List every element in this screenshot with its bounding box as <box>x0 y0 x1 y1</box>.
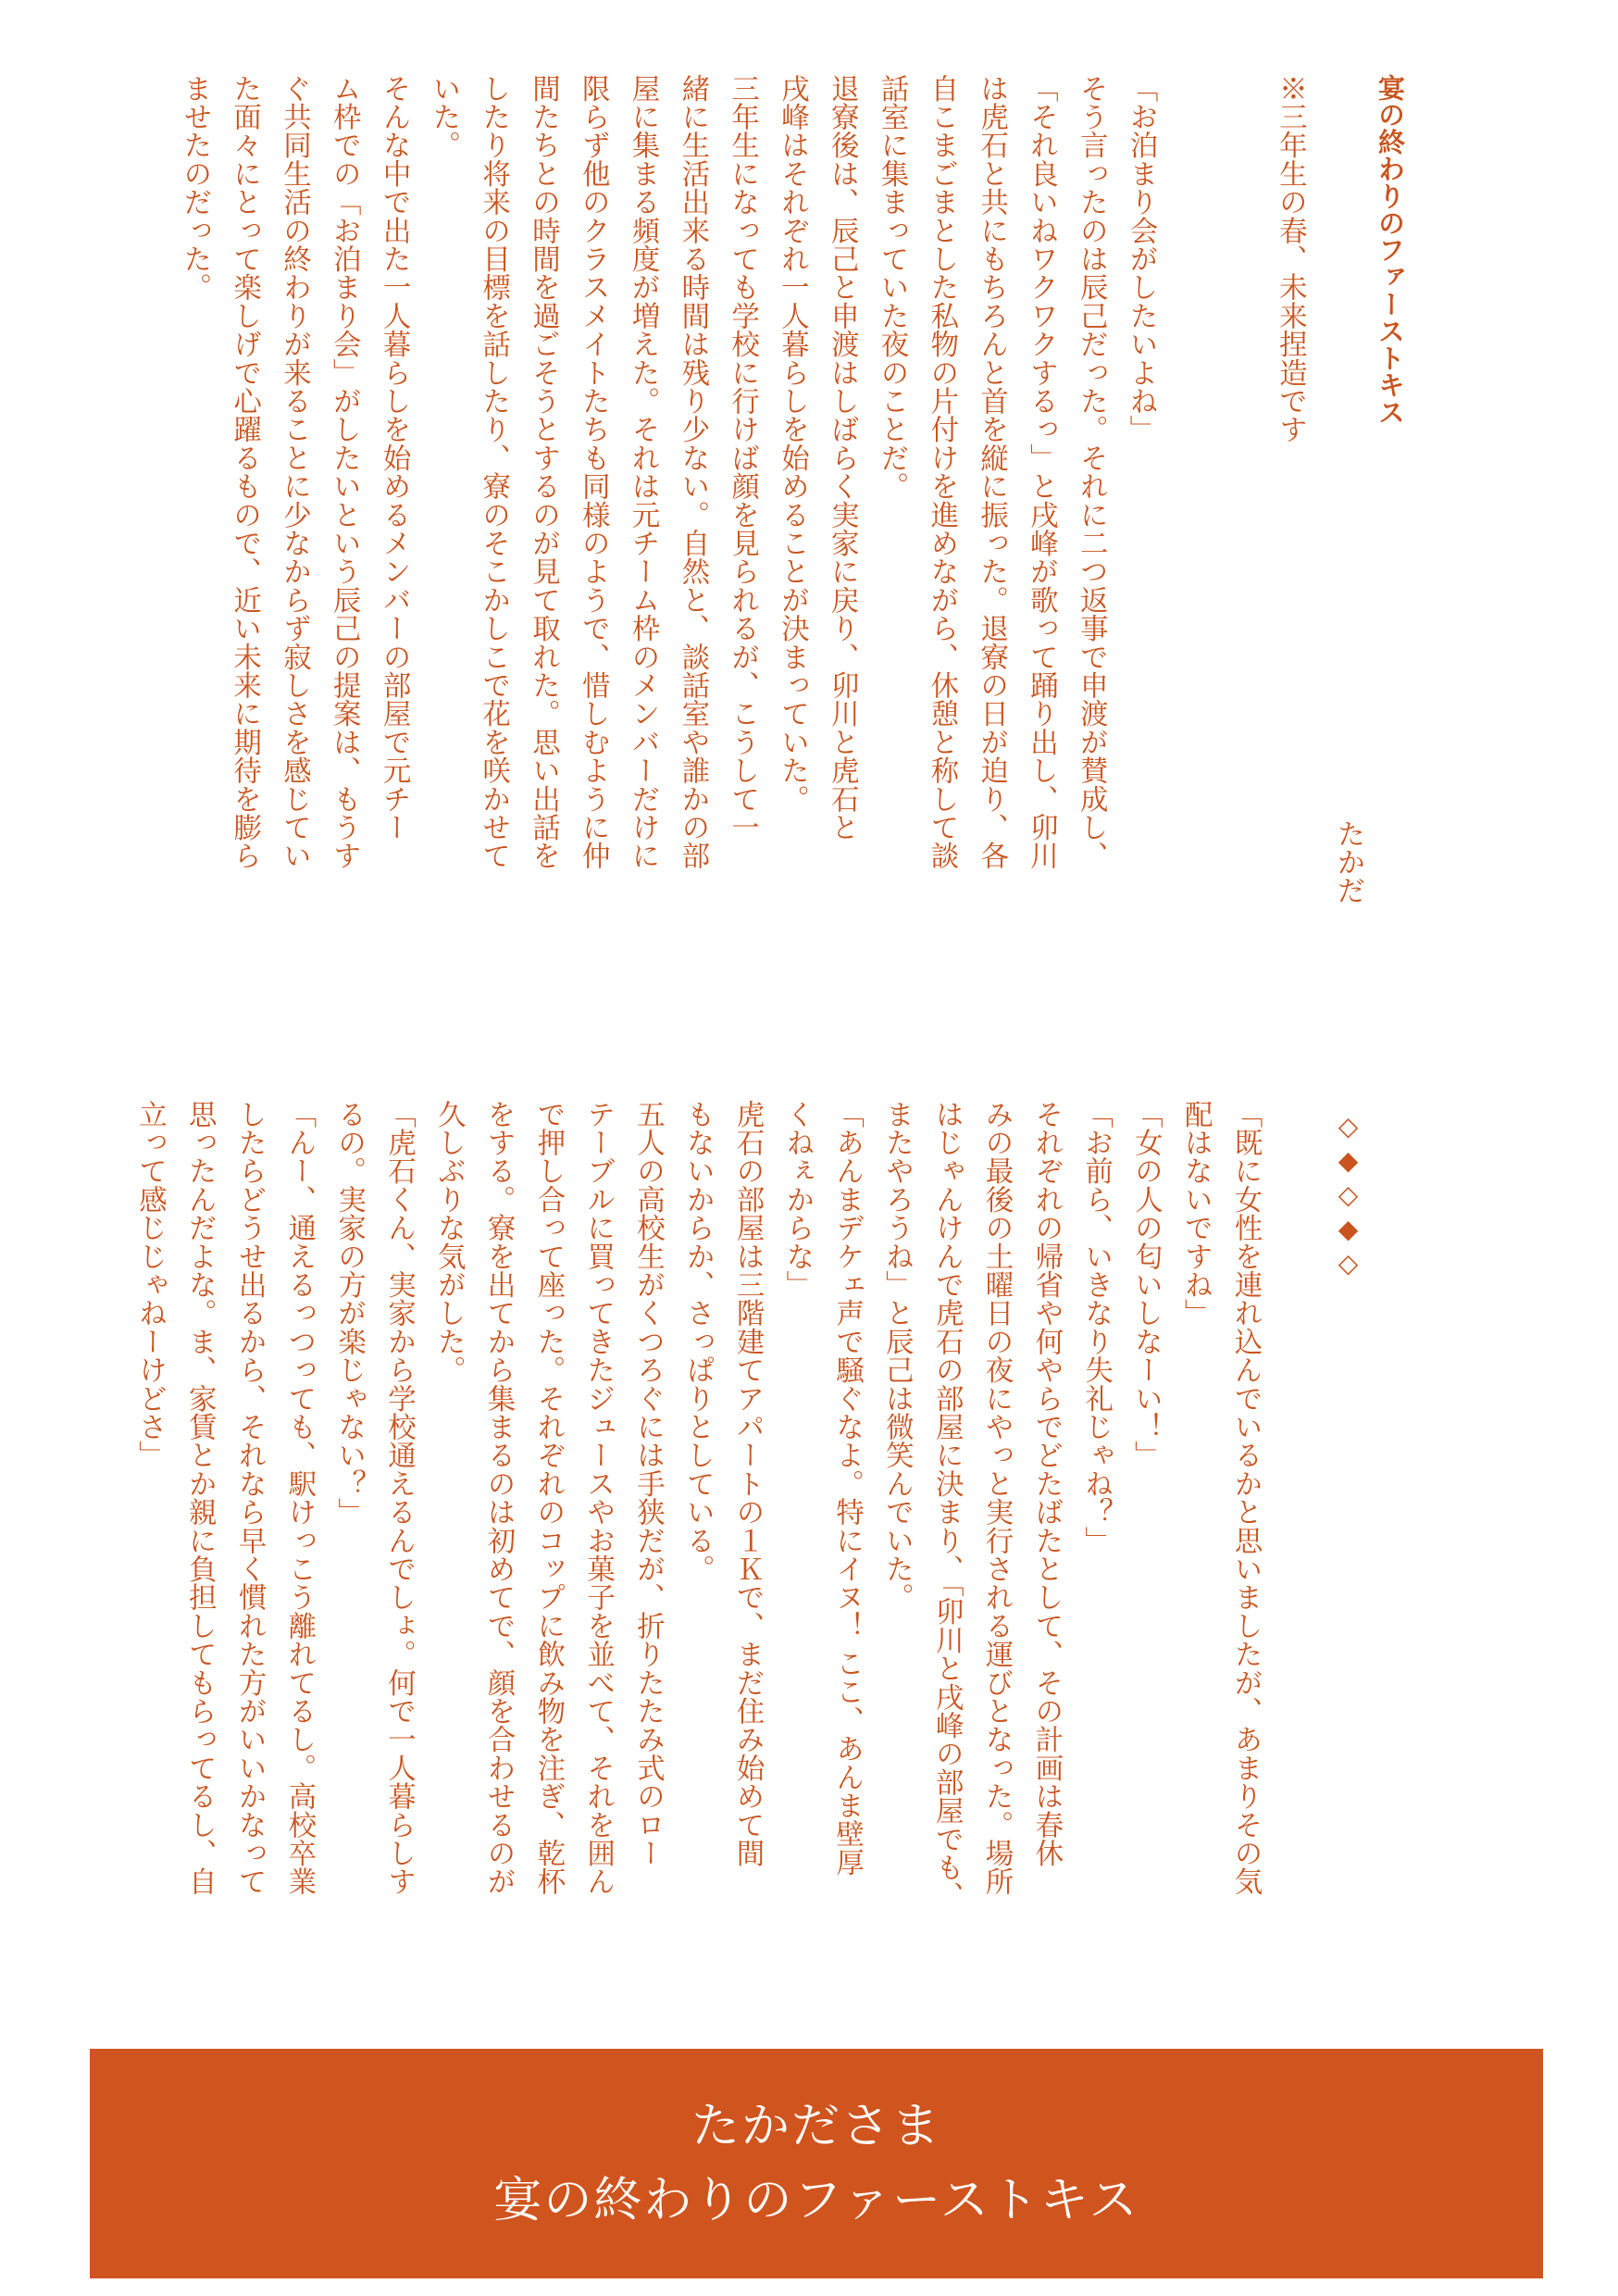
text-line: 「既に女性を連れ込んでいるかと思いましたが、あまりその気 <box>1229 1100 1262 1896</box>
footer-author: たかださま <box>691 2099 941 2154</box>
text-line: 自こまごまとした私物の片付けを進めながら、休憩と称して談 <box>925 74 958 870</box>
text-line: 「虎石くん、実家から学校通えるんでしょ。何で一人暮らしす <box>382 1100 416 1896</box>
text-line: 「んー、通えるっつっても、駅けっこう離れてるし。高校卒業 <box>282 1100 316 1896</box>
text-line: それぞれの帰省や何やらでどたばたとして、その計画は春休 <box>1029 1100 1063 1867</box>
text-line: 思ったんだよな。ま、家賃とか親に負担してもらってるし、自 <box>183 1100 217 1896</box>
text-line: 退寮後は、辰己と申渡はしばらく実家に戻り、卯川と虎石と <box>826 74 859 842</box>
story-note: ※三年生の春、未来捏造です <box>1274 74 1307 444</box>
text-line: 配はないですね」 <box>1179 1100 1213 1328</box>
text-line: 立って感じじゃねーけどさ」 <box>133 1100 167 1470</box>
spacer <box>1165 74 1215 1028</box>
text-line: いた。 <box>427 74 460 160</box>
text-line: したり将来の目標を話したり、寮のそこかしこで花を咲かせて <box>477 74 510 870</box>
text-line: 屋に集まる頻度が増えた。それは元チーム枠のメンバーだけに <box>627 74 660 870</box>
text-line: 三年生になっても学校に行けば顔を見られるが、こうして一 <box>726 74 759 842</box>
text-line: みの最後の土曜日の夜にやっと実行される運びとなった。場所 <box>980 1100 1014 1896</box>
text-line: くねぇからな」 <box>780 1100 814 1299</box>
text-line: テーブルに買ってきたジュースやお菓子を並べて、それを囲ん <box>581 1100 615 1896</box>
footer-title: 宴の終わりのファーストキス <box>493 2173 1139 2228</box>
text-line: そう言ったのは辰己だった。それに二つ返事で申渡が賛成し、 <box>1075 74 1108 870</box>
author-name: たかだ <box>1332 819 1364 905</box>
top-text-block <box>169 74 1414 1028</box>
text-line: 久しぶりな気がした。 <box>432 1100 466 1384</box>
spacer <box>1215 74 1265 1028</box>
text-line: 「お前ら、いきなり失礼じゃね？」 <box>1079 1100 1113 1555</box>
text-line: 「あんまデケェ声で騒ぐなよ。特にイヌ！ ここ、あんま壁厚 <box>830 1100 864 1877</box>
text-line: 五人の高校生がくつろぐには手狭だが、折りたたみ式のロー <box>631 1100 665 1867</box>
story-title: 宴の終わりのファーストキス <box>1375 74 1406 426</box>
section-divider: ◇◆◇◆◇ <box>1333 1111 1363 1282</box>
text-line: はじゃんけんで虎石の部屋に決まり、「卯川と戌峰の部屋でも、 <box>930 1100 964 1911</box>
text-line: は虎石と共にもちろんと首を縦に振った。退寮の日が迫り、各 <box>975 74 1008 870</box>
text-line: 戌峰はそれぞれ一人暮らしを始めることが決まっていた。 <box>776 74 809 814</box>
text-line: またやろうね」と辰己は微笑んでいた。 <box>880 1100 914 1612</box>
text-line: 話室に集まっていた夜のことだ。 <box>876 74 909 501</box>
text-line: をする。寮を出てから集まるのは初めてで、顔を合わせるのが <box>482 1100 516 1896</box>
text-line: ム枠での「お泊まり会」がしたいという辰己の提案は、もうす <box>328 74 361 870</box>
footer-banner <box>90 2049 1543 2278</box>
text-line: ませたのだった。 <box>178 74 211 302</box>
text-line: 虎石の部屋は三階建てアパートの１Ｋで、まだ住み始めて間 <box>731 1100 765 1867</box>
text-line: もないからか、さっぱりとしている。 <box>681 1100 715 1583</box>
text-line: るの。実家の方が楽じゃない？」 <box>332 1100 366 1527</box>
text-line: 「お泊まり会がしたいよね」 <box>1125 74 1158 444</box>
text-line: そんな中で出た一人暮らしを始めるメンバーの部屋で元チー <box>378 74 411 842</box>
text-line: ぐ共同生活の終わりが来ることに少なからず寂しさを感じてい <box>278 74 311 870</box>
text-line: で押し合って座った。それぞれのコップに飲み物を注ぎ、乾杯 <box>531 1100 565 1896</box>
text-line: 「それ良いねワクワクするっ」と戌峰が歌って踊り出し、卯川 <box>1025 74 1058 870</box>
bottom-text-block <box>125 1100 1270 2021</box>
text-line: 間たちとの時間を過ごそうとするのが見て取れた。思い出話を <box>527 74 560 870</box>
text-line: したらどうせ出るから、それなら早く慣れた方がいいかなって <box>233 1100 267 1896</box>
text-line: 緒に生活出来る時間は残り少ない。自然と、談話室や誰かの部 <box>676 74 709 870</box>
text-line: た面々にとって楽しげで心躍るもので、近い未来に期待を膨ら <box>228 74 261 870</box>
text-line: 限らず他のクラスメイトたちも同様のようで、惜しむように仲 <box>577 74 610 870</box>
text-line: 「女の人の匂いしなーい！」 <box>1129 1100 1163 1470</box>
